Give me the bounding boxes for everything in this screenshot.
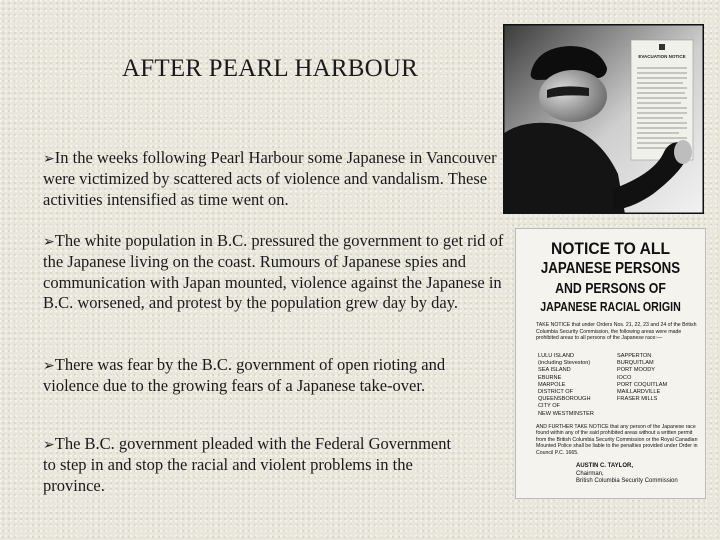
bullet-arrow-icon: ➢ bbox=[43, 234, 55, 250]
bullet-text: The white population in B.C. pressured the government to get rid of the Japanese living on the coast. Rumours of Japanese spies and communication with Japan mounted, violence against the Japanese in B.C. worsened, and protest by the population grew day by day. bbox=[43, 231, 504, 313]
bullet-item bbox=[43, 148, 506, 210]
notice-signature-block bbox=[576, 463, 701, 486]
notice-heading-line-4: JAPANESE RACIAL ORIGIN bbox=[540, 299, 681, 314]
notice-heading-line-1: NOTICE TO ALL bbox=[550, 239, 671, 258]
bullet-text: There was fear by the B.C. government of open rioting and violence due to the growing fears of a Japanese take-over. bbox=[43, 355, 446, 396]
notice-heading-line-3: AND PERSONS OF bbox=[555, 280, 666, 297]
bullet-arrow-icon: ➢ bbox=[43, 151, 55, 167]
notice-area: NEW WESTMINSTER bbox=[538, 410, 594, 417]
notice-area: SAPPERTON bbox=[617, 353, 652, 359]
photo-man-reading-notice bbox=[503, 24, 704, 214]
bullet-text: In the weeks following Pearl Harbour some Japanese in Vancouver were victimized by scattered acts of violence and vandalism. These activities intensified as time went on. bbox=[43, 148, 497, 209]
bullet-text: The B.C. government pleaded with the Federal Government to step in and stop the racial and violent problems in the province. bbox=[43, 434, 452, 495]
notice-area: (including Steveston) bbox=[538, 360, 591, 367]
bullet-item bbox=[43, 355, 483, 397]
notice-area: FRASER MILLS bbox=[617, 396, 658, 403]
notice-intro: TAKE NOTICE that under Orders Nos. 21, 22, 23 and 24 of the British Columbia Security Commission, the following areas were made prohibited areas to all persons of the Japanese race:— bbox=[536, 322, 697, 342]
bullet-arrow-icon: ➢ bbox=[43, 358, 55, 374]
notice-heading-line-2: JAPANESE PERSONS bbox=[540, 260, 681, 277]
bullet-arrow-icon: ➢ bbox=[43, 437, 55, 453]
notice-area: PORT MOODY bbox=[617, 367, 656, 374]
notice-area: LULU ISLAND bbox=[538, 353, 575, 359]
notice-signature: AUSTIN C. TAYLOR, bbox=[576, 463, 634, 469]
notice-area: QUEENSBOROUGH bbox=[538, 396, 591, 403]
notice-areas-left bbox=[538, 353, 594, 418]
notice-area: PORT COQUITLAM bbox=[617, 381, 668, 388]
notice-areas-right bbox=[617, 353, 667, 403]
bullet-item bbox=[43, 231, 506, 314]
notice-area: CITY OF bbox=[538, 403, 560, 410]
slide-title: AFTER PEARL HARBOUR bbox=[122, 55, 418, 82]
photo-poster-title: EVACUATION NOTICE bbox=[638, 54, 686, 59]
bullet-item bbox=[43, 434, 463, 496]
notice-area: IOCO bbox=[617, 374, 632, 381]
notice-area: MARPOLE bbox=[538, 381, 566, 388]
notice-area: MAILLARDVILLE bbox=[617, 389, 661, 396]
notice-signature-org: British Columbia Security Commission bbox=[576, 478, 678, 484]
notice-signature-title: Chairman, bbox=[576, 470, 604, 477]
notice-footer: AND FURTHER TAKE NOTICE that any person of the Japanese race found within any of the said prohibited areas without a written permit from the British Columbia Security Commission or the Royal Canadian Mounted Police shall be liable to the penalties provided under Order in Council P.C. 1665. bbox=[536, 424, 698, 456]
notice-area: BURQUITLAM bbox=[617, 360, 654, 367]
notice-area: DISTRICT OF bbox=[538, 389, 574, 396]
notice-poster bbox=[515, 228, 706, 499]
notice-area: SEA ISLAND bbox=[538, 367, 571, 374]
photo-illustration bbox=[503, 24, 704, 214]
notice-area: EBURNE bbox=[538, 374, 562, 381]
